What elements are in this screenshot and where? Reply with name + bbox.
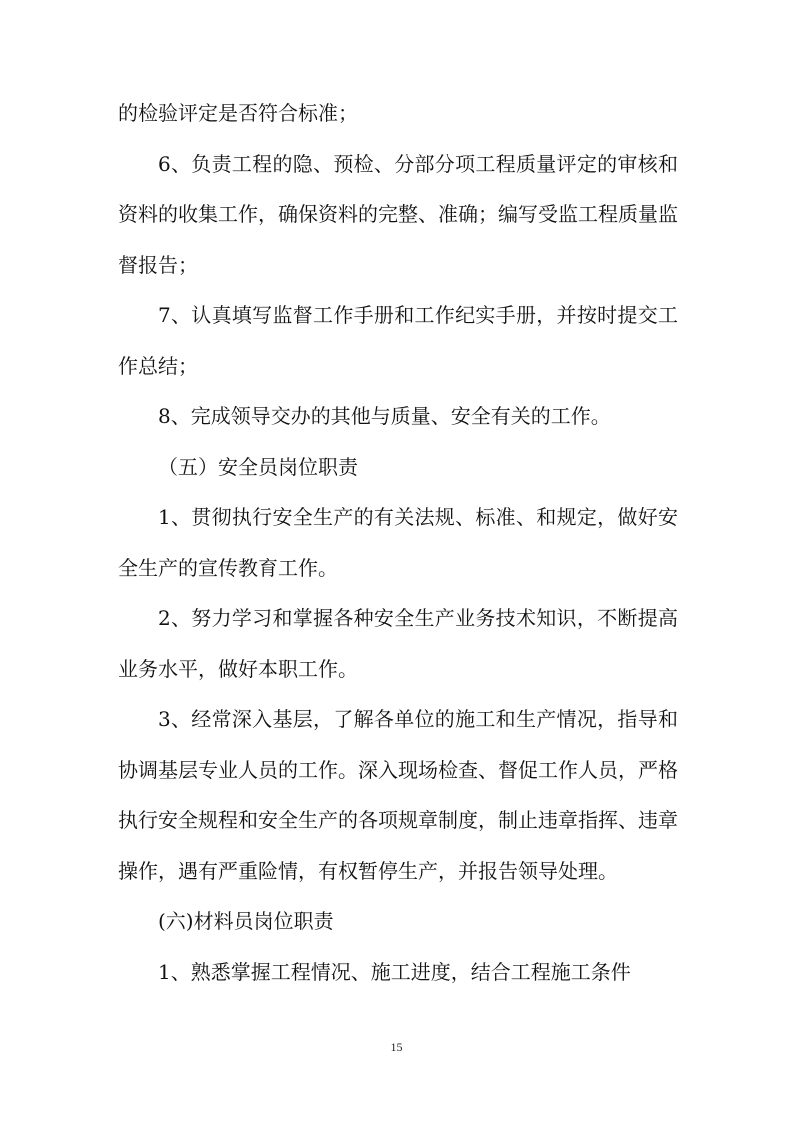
paragraph-item-6: 6、负责工程的隐、预检、分部分项工程质量评定的审核和资料的收集工作，确保资料的完整、准确；编写受监工程质量监督报告；	[118, 151, 678, 277]
paragraph-item-7: 7、认真填写监督工作手册和工作纪实手册，并按时提交工作总结；	[118, 303, 678, 378]
page-number: 15	[390, 1040, 403, 1054]
paragraph-materials-1: 1、熟悉掌握工程情况、施工进度，结合工程施工条件	[158, 959, 631, 984]
paragraph-safety-1: 1、贯彻执行安全生产的有关法规、标准、和规定，做好安全生产的宣传教育工作。	[118, 505, 678, 580]
document-body	[118, 88, 678, 997]
paragraph-continuation: 的检验评定是否符合标准；	[118, 101, 358, 125]
section-heading-safety-officer: （五）安全员岗位职责	[158, 454, 358, 479]
paragraph-safety-2: 2、努力学习和掌握各种安全生产业务技术知识，不断提高业务水平，做好本职工作。	[118, 606, 678, 681]
section-heading-materials-officer: (六)材料员岗位职责	[158, 909, 334, 933]
paragraph-item-8: 8、完成领导交办的其他与质量、安全有关的工作。	[158, 404, 611, 428]
paragraph-safety-3: 3、经常深入基层，了解各单位的施工和生产情况，指导和协调基层专业人员的工作。深入现场检查、督促工作人员，严格执行安全规程和安全生产的各项规章制度，制止违章指挥、违章操作，遇有严重险情，有权暂停生产，并报告领导处理。	[118, 707, 678, 883]
